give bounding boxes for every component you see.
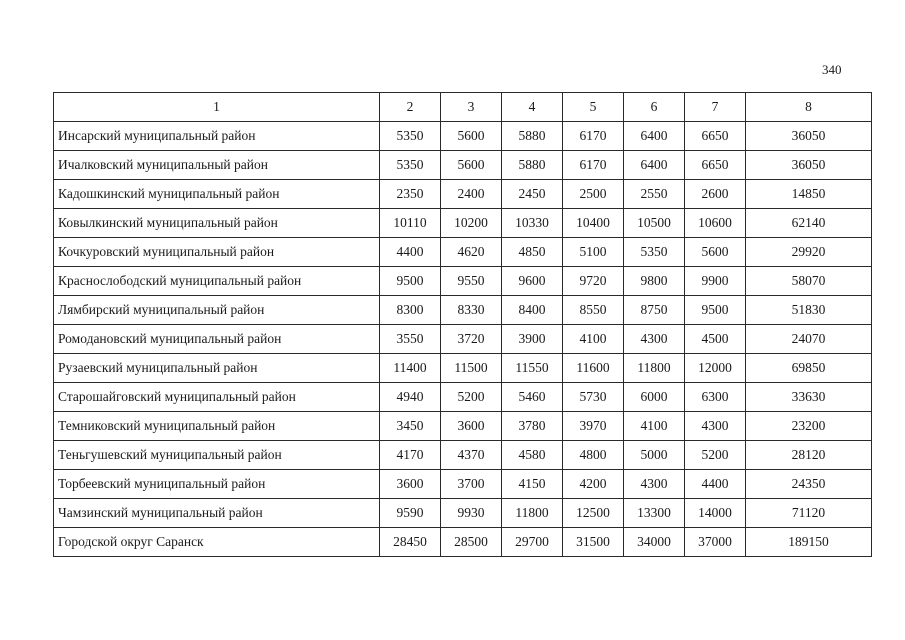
value-cell: 4800 xyxy=(563,441,624,470)
value-cell: 36050 xyxy=(746,151,872,180)
value-cell: 58070 xyxy=(746,267,872,296)
value-cell: 6650 xyxy=(685,151,746,180)
value-cell: 6300 xyxy=(685,383,746,412)
value-cell: 11500 xyxy=(441,354,502,383)
value-cell: 2550 xyxy=(624,180,685,209)
value-cell: 2400 xyxy=(441,180,502,209)
value-cell: 5600 xyxy=(441,122,502,151)
municipality-name-cell: Чамзинский муниципальный район xyxy=(54,499,380,528)
value-cell: 28450 xyxy=(380,528,441,557)
value-cell: 4400 xyxy=(380,238,441,267)
value-cell: 71120 xyxy=(746,499,872,528)
table-row xyxy=(54,238,872,267)
value-cell: 3720 xyxy=(441,325,502,354)
table-row xyxy=(54,441,872,470)
municipality-name-cell: Лямбирский муниципальный район xyxy=(54,296,380,325)
value-cell: 6170 xyxy=(563,122,624,151)
header-row xyxy=(54,93,872,122)
value-cell: 4940 xyxy=(380,383,441,412)
value-cell: 4100 xyxy=(624,412,685,441)
value-cell: 5350 xyxy=(624,238,685,267)
municipality-name-cell: Краснослободский муниципальный район xyxy=(54,267,380,296)
value-cell: 3600 xyxy=(441,412,502,441)
value-cell: 11550 xyxy=(502,354,563,383)
value-cell: 3450 xyxy=(380,412,441,441)
table-header xyxy=(54,93,872,122)
value-cell: 8400 xyxy=(502,296,563,325)
value-cell: 12500 xyxy=(563,499,624,528)
value-cell: 14850 xyxy=(746,180,872,209)
value-cell: 9500 xyxy=(685,296,746,325)
column-header: 5 xyxy=(563,93,624,122)
data-table xyxy=(53,92,872,557)
table-row xyxy=(54,122,872,151)
value-cell: 37000 xyxy=(685,528,746,557)
value-cell: 5100 xyxy=(563,238,624,267)
municipality-name-cell: Кочкуровский муниципальный район xyxy=(54,238,380,267)
value-cell: 9720 xyxy=(563,267,624,296)
table-row xyxy=(54,267,872,296)
value-cell: 29920 xyxy=(746,238,872,267)
table-row xyxy=(54,151,872,180)
value-cell: 3600 xyxy=(380,470,441,499)
value-cell: 4300 xyxy=(624,470,685,499)
table-row xyxy=(54,296,872,325)
value-cell: 9550 xyxy=(441,267,502,296)
municipality-name-cell: Темниковский муниципальный район xyxy=(54,412,380,441)
value-cell: 62140 xyxy=(746,209,872,238)
value-cell: 6400 xyxy=(624,122,685,151)
table-row xyxy=(54,325,872,354)
value-cell: 4170 xyxy=(380,441,441,470)
value-cell: 4580 xyxy=(502,441,563,470)
value-cell: 11800 xyxy=(624,354,685,383)
value-cell: 24350 xyxy=(746,470,872,499)
value-cell: 31500 xyxy=(563,528,624,557)
value-cell: 4370 xyxy=(441,441,502,470)
value-cell: 4300 xyxy=(624,325,685,354)
value-cell: 3900 xyxy=(502,325,563,354)
column-header: 8 xyxy=(746,93,872,122)
column-header: 2 xyxy=(380,93,441,122)
value-cell: 5200 xyxy=(441,383,502,412)
table-row xyxy=(54,209,872,238)
value-cell: 24070 xyxy=(746,325,872,354)
municipality-name-cell: Ковылкинский муниципальный район xyxy=(54,209,380,238)
value-cell: 4500 xyxy=(685,325,746,354)
value-cell: 9800 xyxy=(624,267,685,296)
value-cell: 9930 xyxy=(441,499,502,528)
municipality-name-cell: Ромодановский муниципальный район xyxy=(54,325,380,354)
value-cell: 4100 xyxy=(563,325,624,354)
page-number: 340 xyxy=(822,62,842,77)
value-cell: 5200 xyxy=(685,441,746,470)
value-cell: 5000 xyxy=(624,441,685,470)
value-cell: 3970 xyxy=(563,412,624,441)
value-cell: 6650 xyxy=(685,122,746,151)
municipality-name-cell: Рузаевский муниципальный район xyxy=(54,354,380,383)
value-cell: 4200 xyxy=(563,470,624,499)
value-cell: 10500 xyxy=(624,209,685,238)
column-header: 7 xyxy=(685,93,746,122)
municipality-name-cell: Торбеевский муниципальный район xyxy=(54,470,380,499)
column-header: 6 xyxy=(624,93,685,122)
value-cell: 11400 xyxy=(380,354,441,383)
municipality-name-cell: Инсарский муниципальный район xyxy=(54,122,380,151)
column-header: 4 xyxy=(502,93,563,122)
value-cell: 3700 xyxy=(441,470,502,499)
value-cell: 33630 xyxy=(746,383,872,412)
value-cell: 4300 xyxy=(685,412,746,441)
table-row xyxy=(54,354,872,383)
value-cell: 14000 xyxy=(685,499,746,528)
value-cell: 51830 xyxy=(746,296,872,325)
value-cell: 29700 xyxy=(502,528,563,557)
value-cell: 10200 xyxy=(441,209,502,238)
value-cell: 8300 xyxy=(380,296,441,325)
value-cell: 5730 xyxy=(563,383,624,412)
value-cell: 69850 xyxy=(746,354,872,383)
value-cell: 10400 xyxy=(563,209,624,238)
value-cell: 6170 xyxy=(563,151,624,180)
value-cell: 8750 xyxy=(624,296,685,325)
value-cell: 6400 xyxy=(624,151,685,180)
value-cell: 2450 xyxy=(502,180,563,209)
value-cell: 10330 xyxy=(502,209,563,238)
value-cell: 2350 xyxy=(380,180,441,209)
value-cell: 5350 xyxy=(380,151,441,180)
value-cell: 10600 xyxy=(685,209,746,238)
value-cell: 9900 xyxy=(685,267,746,296)
value-cell: 3780 xyxy=(502,412,563,441)
value-cell: 11600 xyxy=(563,354,624,383)
value-cell: 4850 xyxy=(502,238,563,267)
value-cell: 189150 xyxy=(746,528,872,557)
table-row xyxy=(54,383,872,412)
municipality-name-cell: Старошайговский муниципальный район xyxy=(54,383,380,412)
municipality-name-cell: Кадошкинский муниципальный район xyxy=(54,180,380,209)
value-cell: 23200 xyxy=(746,412,872,441)
table-body xyxy=(54,122,872,557)
value-cell: 10110 xyxy=(380,209,441,238)
value-cell: 9590 xyxy=(380,499,441,528)
value-cell: 5880 xyxy=(502,122,563,151)
value-cell: 12000 xyxy=(685,354,746,383)
value-cell: 5600 xyxy=(441,151,502,180)
value-cell: 8330 xyxy=(441,296,502,325)
value-cell: 28120 xyxy=(746,441,872,470)
value-cell: 5350 xyxy=(380,122,441,151)
value-cell: 36050 xyxy=(746,122,872,151)
municipality-name-cell: Теньгушевский муниципальный район xyxy=(54,441,380,470)
table-row xyxy=(54,412,872,441)
value-cell: 11800 xyxy=(502,499,563,528)
value-cell: 6000 xyxy=(624,383,685,412)
column-header: 1 xyxy=(54,93,380,122)
value-cell: 5460 xyxy=(502,383,563,412)
value-cell: 13300 xyxy=(624,499,685,528)
value-cell: 2600 xyxy=(685,180,746,209)
value-cell: 34000 xyxy=(624,528,685,557)
value-cell: 9500 xyxy=(380,267,441,296)
table-row xyxy=(54,470,872,499)
value-cell: 2500 xyxy=(563,180,624,209)
value-cell: 5880 xyxy=(502,151,563,180)
table-row xyxy=(54,528,872,557)
value-cell: 5600 xyxy=(685,238,746,267)
value-cell: 4150 xyxy=(502,470,563,499)
value-cell: 4400 xyxy=(685,470,746,499)
table-row xyxy=(54,499,872,528)
column-header: 3 xyxy=(441,93,502,122)
value-cell: 9600 xyxy=(502,267,563,296)
municipality-name-cell: Ичалковский муниципальный район xyxy=(54,151,380,180)
municipality-name-cell: Городской округ Саранск xyxy=(54,528,380,557)
value-cell: 28500 xyxy=(441,528,502,557)
value-cell: 3550 xyxy=(380,325,441,354)
value-cell: 8550 xyxy=(563,296,624,325)
value-cell: 4620 xyxy=(441,238,502,267)
table-row xyxy=(54,180,872,209)
